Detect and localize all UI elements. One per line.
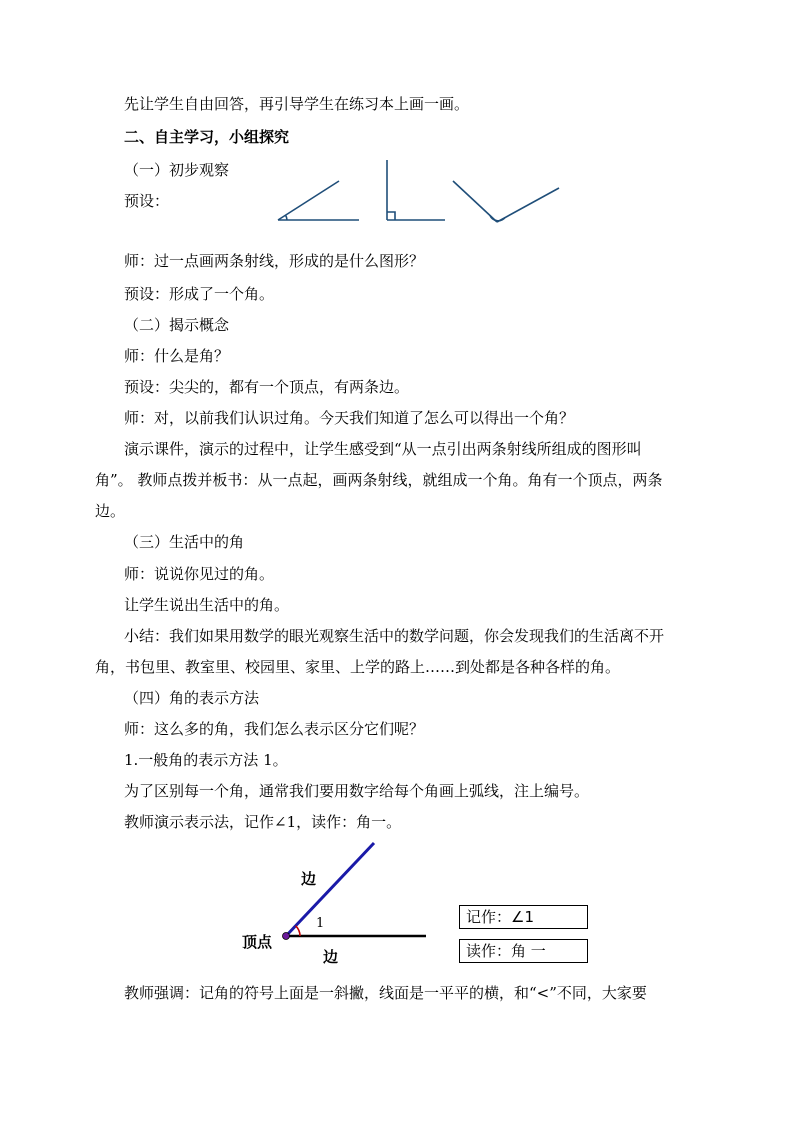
text-line-courseware: 演示课件，演示的过程中，让学生感受到“从一点引出两条射线所组成的图形叫 (124, 440, 642, 458)
text-line-teacher-question: 师：过一点画两条射线，形成的是什么图形？ (124, 252, 425, 270)
subheading-life: （三）生活中的角 (124, 533, 245, 551)
text-line-say-angles: 师：说说你见过的角。 (124, 565, 275, 583)
text-line-summary: 小结：我们如果用数学的眼光观察生活中的数学问题，你会发现我们的生活离不开 (124, 627, 665, 645)
obtuse-angle (453, 181, 559, 222)
edge-label-top: 边 (301, 870, 317, 888)
read-box: 读作：角 一 (459, 939, 588, 963)
text-line-courseware-cont: 角”。 教师点拨并板书：从一点起，画两条射线，就组成一个角。角有一个顶点，两条 (95, 471, 663, 489)
text-line-students-say: 让学生说出生活中的角。 (124, 596, 290, 614)
subheading-concept: （二）揭示概念 (124, 316, 230, 334)
text-line-courseware-end: 边。 (95, 502, 126, 520)
text-line-emphasis: 教师强调：记角的符号上面是一斜撇，线面是一平平的横，和“<”不同，大家要 (124, 984, 647, 1002)
text-line-summary-cont: 角，书包里、教室里、校园里、家里、上学的路上……到处都是各种各样的角。 (95, 658, 621, 676)
text-line-what-is-angle: 师：什么是角？ (124, 347, 230, 365)
right-angle (387, 160, 445, 220)
angle-number-label: 1 (316, 916, 325, 931)
text-line-preset-answer: 预设：形成了一个角。 (124, 285, 275, 303)
text-line-arc-number: 为了区别每一个角，通常我们要用数字给每个角画上弧线，注上编号。 (124, 782, 590, 800)
labeled-angle (283, 843, 427, 940)
edge-label-bottom: 边 (323, 948, 339, 966)
text-preset-label: 预设： (124, 192, 170, 210)
subheading-notation: （四）角的表示方法 (124, 689, 260, 707)
text-line-method-1: 1.一般角的表示方法 1。 (124, 751, 288, 769)
subheading-observe: （一）初步观察 (124, 161, 230, 179)
section-heading-2: 二、自主学习，小组探究 (124, 128, 290, 146)
vertex-label: 顶点 (242, 933, 273, 951)
text-line-how-distinguish: 师：这么多的角，我们怎么表示区分它们呢？ (124, 720, 425, 738)
text-line-teacher-yes: 师：对，以前我们认识过角。今天我们知道了怎么可以得出一个角？ (124, 409, 575, 427)
text-line-demo-notation: 教师演示表示法，记作∠1，读作：角一。 (124, 813, 402, 831)
text-line-preset-sharp: 预设：尖尖的，都有一个顶点，有两条边。 (124, 378, 410, 396)
text-line-1: 先让学生自由回答，再引导学生在练习本上画一画。 (124, 95, 470, 113)
acute-angle (278, 181, 359, 220)
record-box: 记作：∠1 (459, 905, 588, 929)
